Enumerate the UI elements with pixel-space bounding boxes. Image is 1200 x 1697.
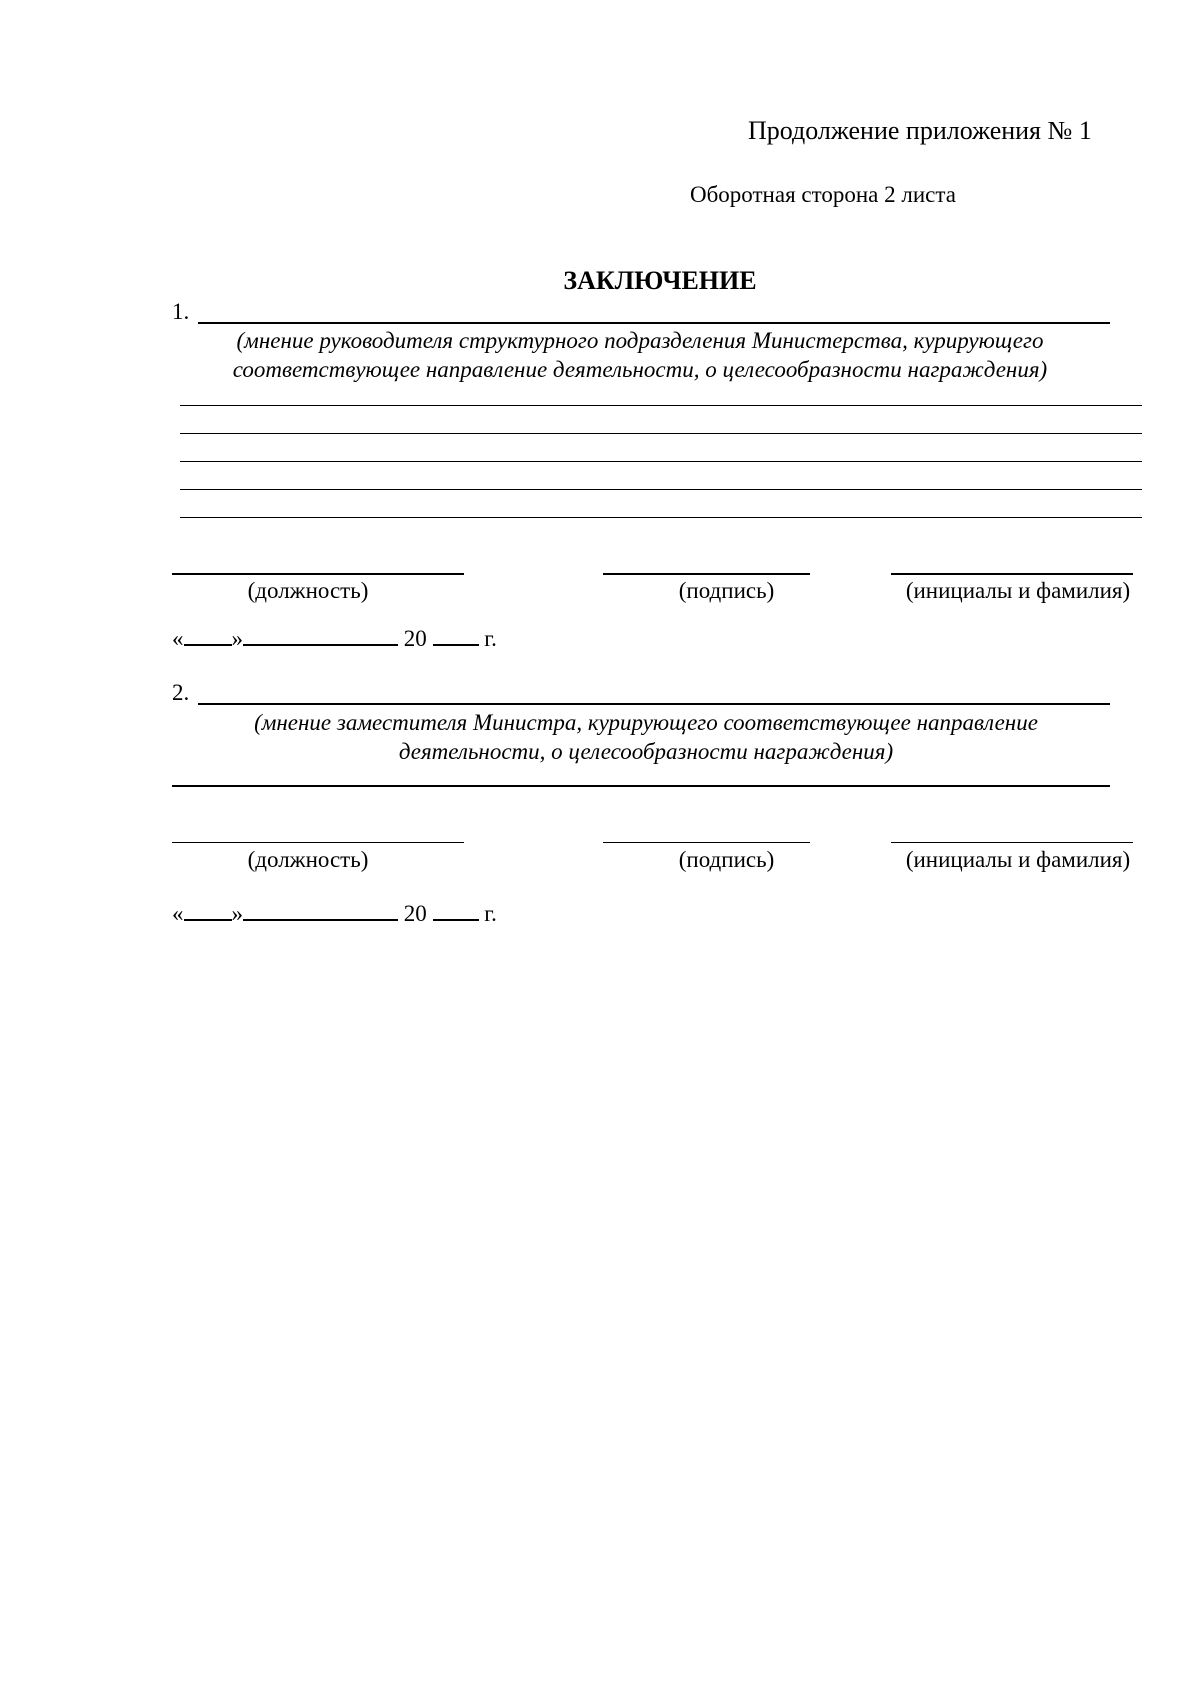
section-1-caption-line1: (мнение руководителя структурного подразделения Министерства, курирующего	[236, 328, 1044, 353]
section-1-position-label: (должность)	[247, 578, 369, 603]
date-close-quote: »	[231, 626, 243, 651]
section-2-position-line[interactable]	[172, 842, 464, 843]
section-2-name-label: (инициалы и фамилия)	[905, 847, 1131, 872]
appendix-label: Продолжение приложения № 1	[748, 116, 1092, 145]
section-1-text-line[interactable]	[180, 517, 1142, 518]
section-2-date	[172, 899, 497, 927]
date-open-quote: «	[172, 901, 184, 926]
date-month-blank[interactable]	[243, 624, 398, 646]
section-2-caption-line2: деятельности, о целесообразности награждения)	[398, 739, 894, 764]
date-year-prefix: 20	[403, 901, 427, 926]
page-title: ЗАКЛЮЧЕНИЕ	[563, 266, 757, 295]
section-1-text-line[interactable]	[180, 461, 1142, 462]
date-year-suffix: г.	[484, 901, 497, 926]
section-1-number: 1.	[172, 299, 190, 324]
section-1-text-line[interactable]	[180, 433, 1142, 434]
date-close-quote: »	[231, 901, 243, 926]
section-1-opinion-line[interactable]	[198, 322, 1110, 324]
section-1-date	[172, 624, 497, 652]
section-1-text-line[interactable]	[180, 489, 1142, 490]
section-1-caption-line2: соответствующее направление деятельности, о целесообразности награждения)	[232, 357, 1048, 382]
section-1-name-label: (инициалы и фамилия)	[905, 578, 1131, 603]
section-2-position-label: (должность)	[247, 847, 369, 872]
section-2-caption-line1: (мнение заместителя Министра, курирующего соответствующее направление	[254, 710, 1038, 735]
section-1-text-line[interactable]	[180, 405, 1142, 406]
date-open-quote: «	[172, 626, 184, 651]
side-label: Оборотная сторона 2 листа	[690, 182, 956, 207]
section-2-name-line[interactable]	[891, 842, 1133, 843]
section-1-signature-label: (подпись)	[678, 578, 775, 603]
section-2-number: 2.	[172, 680, 190, 705]
section-2-opinion-line[interactable]	[198, 703, 1110, 705]
section-2-text-line[interactable]	[172, 785, 1110, 787]
date-month-blank[interactable]	[243, 899, 398, 921]
date-day-blank[interactable]	[184, 624, 232, 646]
section-1-signature-line[interactable]	[603, 573, 810, 575]
section-2-signature-line[interactable]	[603, 842, 810, 843]
section-1-position-line[interactable]	[172, 573, 464, 575]
date-year-suffix: г.	[484, 626, 497, 651]
date-year-blank[interactable]	[433, 899, 479, 921]
date-year-blank[interactable]	[433, 624, 479, 646]
date-year-prefix: 20	[403, 626, 427, 651]
section-2-signature-label: (подпись)	[678, 847, 775, 872]
date-day-blank[interactable]	[184, 899, 232, 921]
section-1-name-line[interactable]	[891, 573, 1133, 575]
